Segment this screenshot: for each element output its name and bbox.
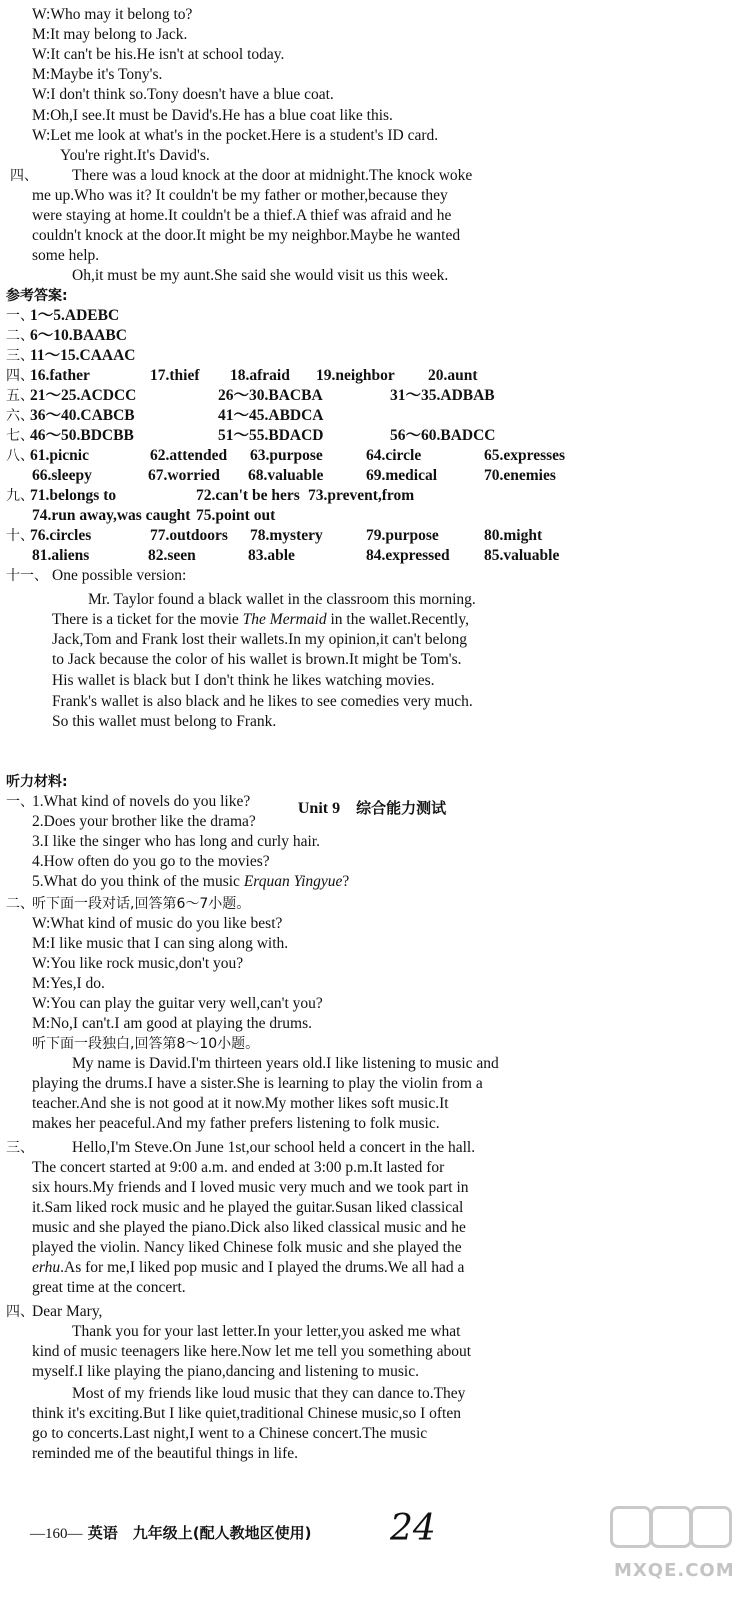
answer-item: 76.circles	[30, 527, 92, 544]
dialogue-line: W:What kind of music do you like best?	[32, 915, 283, 932]
answer-item: 20.aunt	[428, 367, 478, 384]
answer-item: 21～25.ACDCC	[30, 387, 137, 404]
answer-item: 75.point out	[196, 507, 276, 524]
dialogue-line: M:I like music that I can sing along with.	[32, 935, 289, 952]
answer-item: 26～30.BACBA	[218, 387, 323, 404]
dialogue-line: M:It may belong to Jack.	[32, 26, 188, 43]
answer-item: 46～50.BDCBB	[30, 427, 134, 444]
watermark-text: MXQE.COM	[614, 1560, 735, 1581]
answer-item: 69.medical	[366, 467, 438, 484]
dialogue-line: M:Oh,I see.It must be David's.He has a blue coat like this.	[32, 107, 393, 124]
dialogue-line: W:You like rock music,don't you?	[32, 955, 244, 972]
essay-line: Frank's wallet is also black and he likes to see comedies very much.	[52, 693, 473, 710]
answer-section-number: 五、	[6, 388, 34, 404]
essay-line: So this wallet must belong to Frank.	[52, 713, 277, 730]
dialogue-line: W:It can't be his.He isn't at school today.	[32, 46, 285, 63]
dialogue-line: M:No,I can't.I am good at playing the drums.	[32, 1015, 313, 1032]
question-line: 4.How often do you go to the movies?	[32, 853, 270, 870]
answer-item: 18.afraid	[230, 367, 290, 384]
passage-line: music and she played the piano.Dick also liked classical music and he	[32, 1219, 466, 1236]
essay-line: to Jack because the color of his wallet is brown.It might be Tom's.	[52, 651, 462, 668]
passage-line: Oh,it must be my aunt.She said she would visit us this week.	[72, 267, 449, 284]
answer-item: 62.attended	[150, 447, 228, 464]
answer-item: 77.outdoors	[150, 527, 228, 544]
dialogue-line: W:Who may it belong to?	[32, 6, 193, 23]
section-number: 十一、	[6, 568, 48, 584]
answer-item: 73.prevent,from	[308, 487, 415, 504]
answer-item: 56～60.BADCC	[390, 427, 496, 444]
answer-section-number: 三、	[6, 348, 34, 364]
passage-line: some help.	[32, 247, 100, 264]
answer-item: 65.expresses	[484, 447, 566, 464]
answer-section-number: 一、	[6, 308, 34, 324]
answer-item: 11～15.CAAAC	[30, 347, 136, 364]
answer-item: 31～35.ADBAB	[390, 387, 495, 404]
passage-line: erhu.As for me,I liked pop music and I played the drums.We all had a	[32, 1259, 465, 1276]
question-line: 2.Does your brother like the drama?	[32, 813, 256, 830]
answer-item: 17.thief	[150, 367, 200, 384]
answer-section-number: 六、	[6, 408, 34, 424]
answer-item: 80.might	[484, 527, 543, 544]
monologue-line: playing the drums.I have a sister.She is learning to play the violin from a	[32, 1075, 483, 1092]
section-number: 二、	[6, 896, 34, 912]
answer-item: 41～45.ABDCA	[218, 407, 324, 424]
section-number: 一、	[6, 794, 34, 810]
essay-line: His wallet is black but I don't think he likes watching movies.	[52, 672, 435, 689]
answer-item: 68.valuable	[248, 467, 324, 484]
answer-section-number: 二、	[6, 328, 34, 344]
letter-line: reminded me of the beautiful things in life.	[32, 1445, 299, 1462]
letter-line: think it's exciting.But I like quiet,traditional Chinese music,so I often	[32, 1405, 461, 1422]
answer-item: 67.worried	[148, 467, 220, 484]
passage-line: six hours.My friends and I loved music very much and we took part in	[32, 1179, 469, 1196]
unit-title: Unit 9 综合能力测试	[297, 799, 447, 817]
dialogue-line: M:Yes,I do.	[32, 975, 105, 992]
passage-line: were staying at home.It couldn't be a thief.A thief was afraid and he	[32, 207, 452, 224]
answer-item: 84.expressed	[366, 547, 450, 564]
watermark-box-icon	[610, 1506, 652, 1548]
question-line: 3.I like the singer who has long and curly hair.	[32, 833, 320, 850]
monologue-line: teacher.And she is not good at it now.My mother likes soft music.It	[32, 1095, 449, 1112]
question-line: 1.What kind of novels do you like?	[32, 793, 251, 810]
letter-line: Most of my friends like loud music that they can dance to.They	[72, 1385, 466, 1402]
section-number: 四、	[10, 168, 38, 184]
instruction-line: 听下面一段独白,回答第8～10小题。	[32, 1036, 260, 1052]
essay-line: Jack,Tom and Frank lost their wallets.In my opinion,it can't belong	[52, 631, 467, 648]
passage-line: me up.Who was it? It couldn't be my father or mother,because they	[32, 187, 448, 204]
section-number: 三、	[6, 1140, 34, 1156]
answer-item: 82.seen	[148, 547, 196, 564]
question-line: 5.What do you think of the music Erquan Yingyue?	[32, 873, 350, 890]
dialogue-line: You're right.It's David's.	[60, 147, 210, 164]
letter-greeting: Dear Mary,	[32, 1303, 103, 1320]
answer-section-number: 八、	[6, 448, 34, 464]
dialogue-line: W:I don't think so.Tony doesn't have a blue coat.	[32, 86, 334, 103]
section-number: 四、	[6, 1304, 34, 1320]
watermark-box-icon	[650, 1506, 692, 1548]
essay-line: There is a ticket for the movie The Mermaid in the wallet.Recently,	[52, 611, 469, 628]
answer-item: 72.can't be hers	[196, 487, 300, 504]
answer-item: 36～40.CABCB	[30, 407, 135, 424]
answer-item: 6～10.BAABC	[30, 327, 127, 344]
answer-item: 83.able	[248, 547, 295, 564]
answer-item: 63.purpose	[250, 447, 323, 464]
answer-item: 1～5.ADEBC	[30, 307, 120, 324]
answer-item: 16.father	[30, 367, 90, 384]
answer-item: 51～55.BDACD	[218, 427, 324, 444]
passage-line: There was a loud knock at the door at midnight.The knock woke	[72, 167, 473, 184]
page-number: —160—	[30, 1526, 83, 1542]
passage-line: played the violin. Nancy liked Chinese folk music and she played the	[32, 1239, 462, 1256]
answer-item: 64.circle	[366, 447, 422, 464]
answer-section-number: 七、	[6, 428, 34, 444]
answer-item: 19.neighbor	[316, 367, 395, 384]
section-heading: One possible version:	[52, 567, 187, 584]
answer-item: 71.belongs to	[30, 487, 117, 504]
passage-line: Hello,I'm Steve.On June 1st,our school held a concert in the hall.	[72, 1139, 476, 1156]
dialogue-line: M:Maybe it's Tony's.	[32, 66, 163, 83]
listening-label: 听力材料:	[6, 774, 68, 790]
dialogue-line: W:Let me look at what's in the pocket.Here is a student's ID card.	[32, 127, 439, 144]
letter-line: go to concerts.Last night,I went to a Chinese concert.The music	[32, 1425, 428, 1442]
answer-item: 66.sleepy	[32, 467, 92, 484]
handwritten-mark: 24	[390, 1508, 436, 1549]
letter-line: Thank you for your last letter.In your letter,you asked me what	[72, 1323, 461, 1340]
monologue-line: makes her peaceful.And my father prefers listening to folk music.	[32, 1115, 440, 1132]
answers-label: 参考答案:	[6, 288, 68, 304]
answer-item: 74.run away,was caught	[32, 507, 191, 524]
answer-item: 78.mystery	[250, 527, 323, 544]
answer-section-number: 十、	[6, 528, 34, 544]
passage-line: couldn't knock at the door.It might be my neighbor.Maybe he wanted	[32, 227, 461, 244]
answer-item: 81.aliens	[32, 547, 90, 564]
answer-item: 79.purpose	[366, 527, 439, 544]
watermark-box-icon	[690, 1506, 732, 1548]
book-title: 英语 九年级上(配人教地区使用)	[87, 1524, 312, 1542]
answer-item: 70.enemies	[484, 467, 556, 484]
passage-line: it.Sam liked rock music and he played the guitar.Susan liked classical	[32, 1199, 464, 1216]
answer-item: 85.valuable	[484, 547, 560, 564]
monologue-line: My name is David.I'm thirteen years old.I like listening to music and	[72, 1055, 499, 1072]
letter-line: myself.I like playing the piano,dancing and listening to music.	[32, 1363, 419, 1380]
page-footer	[30, 1522, 311, 1543]
watermark-logo	[606, 1500, 734, 1592]
passage-line: great time at the concert.	[32, 1279, 186, 1296]
essay-line: Mr. Taylor found a black wallet in the classroom this morning.	[88, 591, 476, 608]
letter-line: kind of music teenagers like here.Now let me tell you something about	[32, 1343, 472, 1360]
dialogue-line: W:You can play the guitar very well,can't you?	[32, 995, 323, 1012]
answer-section-number: 九、	[6, 488, 34, 504]
answer-item: 61.picnic	[30, 447, 89, 464]
passage-line: The concert started at 9:00 a.m. and ended at 3:00 p.m.It lasted for	[32, 1159, 445, 1176]
instruction-line: 听下面一段对话,回答第6～7小题。	[32, 896, 251, 912]
answer-section-number: 四、	[6, 368, 34, 384]
